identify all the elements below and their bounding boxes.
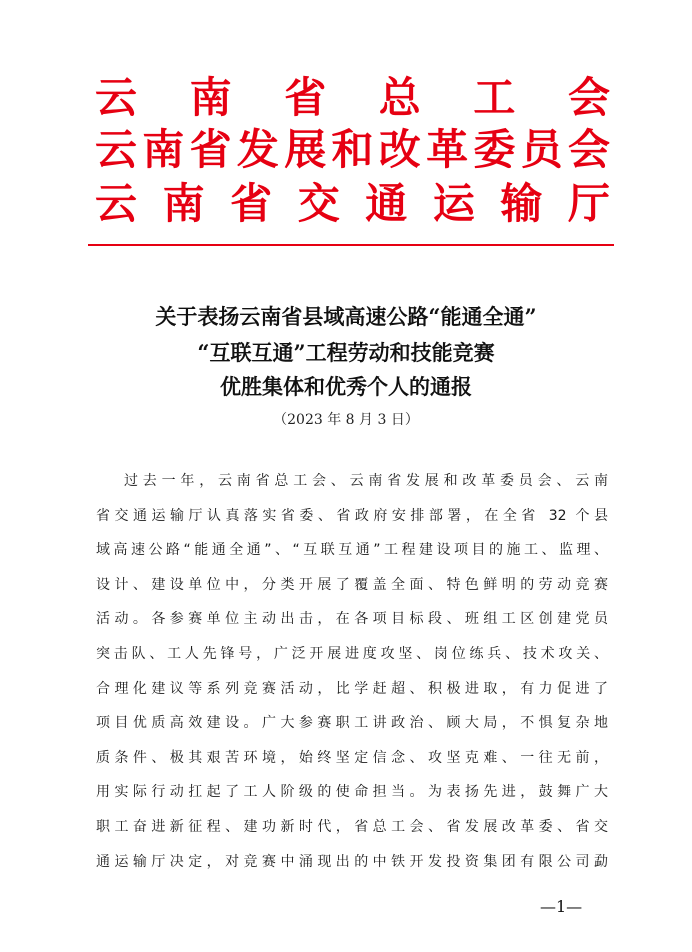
body-line: 设计、建设单位中，分类开展了覆盖全面、特色鲜明的劳动竞赛 <box>96 576 608 593</box>
letterhead-provincial-federation-of-trade-unions <box>95 74 610 122</box>
letterhead-char: 展 <box>284 125 327 174</box>
letterhead-char: 委 <box>473 125 516 174</box>
letterhead-char: 省 <box>230 179 273 228</box>
letterhead-char: 交 <box>297 179 340 228</box>
body-line: 合理化建议等系列竞赛活动，比学赶超、积极进取，有力促进了 <box>96 680 608 697</box>
letterhead-char: 改 <box>378 125 421 174</box>
body-line: 域高速公路“能通全通”、“互联互通”工程建设项目的施工、监理、 <box>96 542 608 559</box>
letterhead-char: 省 <box>189 125 232 174</box>
letterhead-char: 省 <box>284 73 327 122</box>
document-body <box>96 464 608 879</box>
body-line: 项目优质高效建设。广大参赛职工讲政治、顾大局，不惧复杂地 <box>96 715 608 732</box>
document-title-line-3: 优胜集体和优秀个人的通报 <box>220 374 472 399</box>
letterhead-char: 革 <box>426 125 469 174</box>
body-line: 突击队、工人先锋号，广泛开展进度攻坚、岗位练兵、技术攻关、 <box>96 645 608 662</box>
letterhead-transport-department <box>95 180 610 228</box>
letterhead-char: 厅 <box>567 179 610 228</box>
letterhead-char: 和 <box>331 125 374 174</box>
letterhead-char: 通 <box>365 179 408 228</box>
letterhead-char: 云 <box>95 125 138 174</box>
body-line: 质条件、极其艰苦环境，始终坚定信念、攻坚克难、一往无前， <box>96 749 608 766</box>
letterhead-char: 云 <box>95 73 138 122</box>
letterhead-char: 云 <box>95 179 138 228</box>
letterhead-char: 运 <box>432 179 475 228</box>
letterhead-char: 南 <box>189 73 232 122</box>
letterhead-char: 员 <box>520 125 563 174</box>
body-line: 职工奋进新征程、建功新时代，省总工会、省发展改革委、省交 <box>96 818 608 835</box>
document-title-line-2: “互联互通”工程劳动和技能竞赛 <box>197 340 495 365</box>
letterhead-char: 发 <box>236 125 279 174</box>
letterhead-development-reform-commission <box>95 126 610 174</box>
letterhead-char: 会 <box>567 125 610 174</box>
letterhead-char: 南 <box>162 179 205 228</box>
document-title-line-1: 关于表扬云南省县域高速公路“能通全通” <box>155 304 537 329</box>
body-line: 用实际行动扛起了工人阶级的使命担当。为表扬先进，鼓舞广大 <box>96 784 608 801</box>
letterhead-char: 南 <box>142 125 185 174</box>
letterhead-char: 输 <box>500 179 543 228</box>
page-number: —1— <box>540 897 583 916</box>
body-line: 过去一年，云南省总工会、云南省发展和改革委员会、云南 <box>124 473 608 489</box>
document-date: （2023 年 8 月 3 日） <box>273 412 419 428</box>
letterhead-char: 工 <box>473 73 516 122</box>
letterhead-red-divider <box>88 244 614 246</box>
body-line: 活动。各参赛单位主动出击，在各项目标段、班组工区创建党员 <box>96 611 608 628</box>
body-line: 通运输厅决定，对竞赛中涌现出的中铁开发投资集团有限公司勐 <box>96 853 608 870</box>
letterhead-char: 会 <box>567 73 610 122</box>
body-line: 省交通运输厅认真落实省委、省政府安排部署，在全省 32 个县 <box>96 507 608 524</box>
letterhead-char: 总 <box>378 73 421 122</box>
